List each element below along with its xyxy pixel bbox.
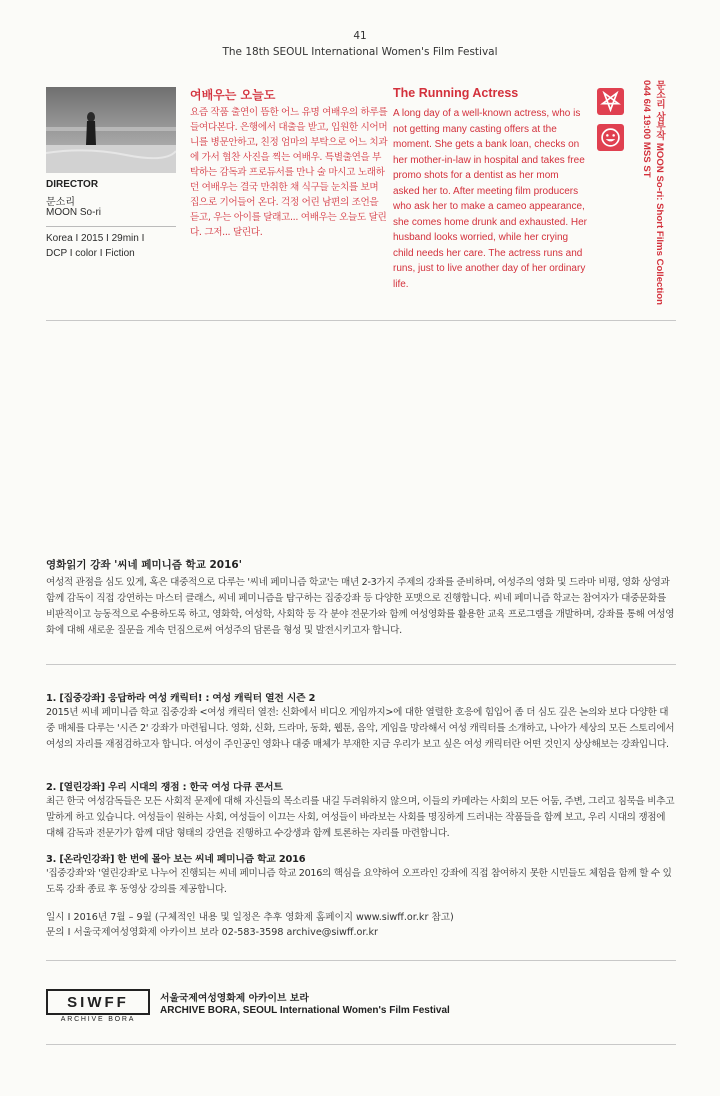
contact-info: 문의 I 서울국제여성영화제 아카이브 보라 02-583-3598 archive@siwff.or.kr	[46, 927, 378, 938]
lecture-item-1-heading: 1. [집중강좌] 응답하라 여성 캐릭터! : 여성 캐릭터 열전 시즌 2	[46, 693, 316, 704]
section-title-vertical: 문소리 삼부작 MOON So-ri: Short Films Collection	[654, 80, 665, 305]
lecture-item-2-heading: 2. [열린강좌] 우리 시대의 쟁점 : 한국 여성 다큐 콘서트	[46, 782, 283, 793]
film-title-en: The Running Actress	[393, 86, 519, 100]
lecture-item-3-heading: 3. [온라인강좌] 한 번에 몰아 보는 씨네 페미니즘 학교 2016	[46, 854, 306, 865]
pentagram-icon	[597, 88, 624, 115]
screening-info-vertical: 044 6/4 19:00 MSS ST	[641, 80, 652, 178]
festival-title: The 18th SEOUL International Women's Film Festival	[222, 46, 498, 58]
schedule-info: 일시 I 2016년 7월 – 9월 (구체적인 내용 및 일정은 추후 영화제 홈페이지 www.siwff.or.kr 참고)	[46, 912, 454, 923]
organization-name-en: ARCHIVE BORA, SEOUL International Women's Film Festival	[160, 1005, 450, 1016]
divider-mid	[46, 664, 676, 665]
page-header	[0, 28, 720, 60]
lecture-intro: 여성적 관점을 심도 있게, 혹은 대중적으로 다루는 '씨네 페미니즘 학교'는 매년 2-3가지 주제의 강좌를 준비하며, 여성주의 영화 및 드라마 비평, 영화 상영과 함께 감독이 직접 강연하는 마스터 클래스, 씨네 페미니즘을 탐구하는 집중강좌 등 다양한 포맷으로 진행합니다. 씨네 페미니즘 학교는 참여자가 대중문화를 비판적이고 능동적으로 수용하도록 하고, 영화학, 여성학, 사회학 등 각 분야 전문가와 함께 여성영화를 활용한 교육 프로그램을 개발하며, 강좌를 통해 여성영화에 대해 새로운 질문을 계속 던짐으로써 여성주의 담론을 형성 및 발전시키고자 합니다.	[46, 577, 675, 636]
divider-footer-bottom	[46, 1044, 676, 1045]
logo-mark: SIWFF	[46, 989, 150, 1015]
section-vertical-label	[640, 80, 666, 305]
smiley-icon	[597, 124, 624, 151]
organization-name-ko: 서울국제여성영화제 아카이브 보라	[160, 993, 309, 1004]
lecture-item-3-body: '집중강좌'와 '열린강좌'로 나누어 진행되는 씨네 페미니즘 학교 2016의 핵심을 요약하여 오프라인 강좌에 직접 참여하지 못한 시민들도 체험을 함께 할 수 있도록 강좌 종료 후 동영상 강의를 제공합니다.	[46, 868, 672, 895]
divider-footer-top	[46, 960, 676, 961]
divider-top	[46, 320, 676, 321]
synopsis-ko: 요즘 작품 출연이 뜸한 어느 유명 여배우의 하루를 들여다본다. 은행에서 대출을 받고, 입원한 시어머니를 병문안하고, 친정 엄마의 부탁으로 어느 치과에 가서 협찬 사진을 찍는 여배우. 특별출연을 부탁하는 감독과 프로듀서를 만나 술 마시고 노래하던 여배우는 결국 만취한 채 식구들 눈치를 보며 집으로 기어들어 온다. 걱정 어린 남편의 조언을 듣고, 우는 아이를 달래고... 여배우는 오늘도 달린다. 그저... 달린다.	[190, 107, 388, 238]
lecture-title: 영화읽기 강좌 '씨네 페미니즘 학교 2016'	[46, 559, 242, 571]
film-title-ko: 여배우는 오늘도	[190, 88, 276, 102]
logo-subtitle: ARCHIVE BORA	[60, 1016, 136, 1023]
director-heading: DIRECTOR	[46, 179, 99, 190]
lecture-item-1-body: 2015년 씨네 페미니즘 학교 집중강좌 <여성 캐릭터 열전: 신화에서 비디오 게임까지>에 대한 열렬한 호응에 힘입어 좀 더 심도 깊은 논의와 보다 다양한 대중 매체를 다루는 '시즌 2' 강좌가 마련됩니다. 영화, 신화, 드라마, 동화, 웹툰, 음악, 게임을 망라해서 여성 캐릭터를 소개하고, 나아가 세상의 모든 스토리에서 여성의 자리를 재점검하고자 합니다. 여성이 주인공인 영화나 대중 매체가 부재한 지금 우리가 보고 싶은 여성 캐릭터란 어떤 것인지 상상해보는 강좌입니다.	[46, 707, 675, 750]
director-divider	[46, 226, 176, 227]
film-meta-line2: DCP I color I Fiction	[46, 248, 135, 259]
page-number: 41	[353, 30, 367, 42]
siwff-logo	[46, 989, 150, 1025]
director-name-en: MOON So-ri	[46, 207, 101, 218]
lecture-item-2-body: 최근 한국 여성감독들은 모든 사회적 문제에 대해 자신들의 목소리를 내길 두려워하지 않으며, 이들의 카메라는 사회의 모든 어둠, 주변, 그리고 침묵을 비추고 말하게 하고 있습니다. 여성들이 원하는 사회, 여성들이 이끄는 사회, 여성들이 바라보는 사회를 명징하게 드러내는 작품들을 함께 보고, 우리 시대의 쟁점에 대해 감독과 전문가가 함께 대담 형태의 강연을 진행하고 수강생과 함께 토론하는 자리를 마련합니다.	[46, 796, 675, 839]
director-name-ko: 문소리	[46, 197, 75, 208]
film-meta-line1: Korea I 2015 I 29min I	[46, 233, 145, 244]
synopsis-en: A long day of a well-known actress, who is not getting many casting offers at the moment. She gets a bank loan, checks on her mother-in-law in hospital and takes free promo shots for a dentist as her mom asked her to. After meeting film producers who ask her to make a cameo appearance, she comes home drunk and exhausted. Her husband looks worried, while her crying child needs her care. The actress runs and runs, just to live another day of her ordinary life.	[393, 108, 587, 290]
film-still-image	[46, 87, 176, 173]
